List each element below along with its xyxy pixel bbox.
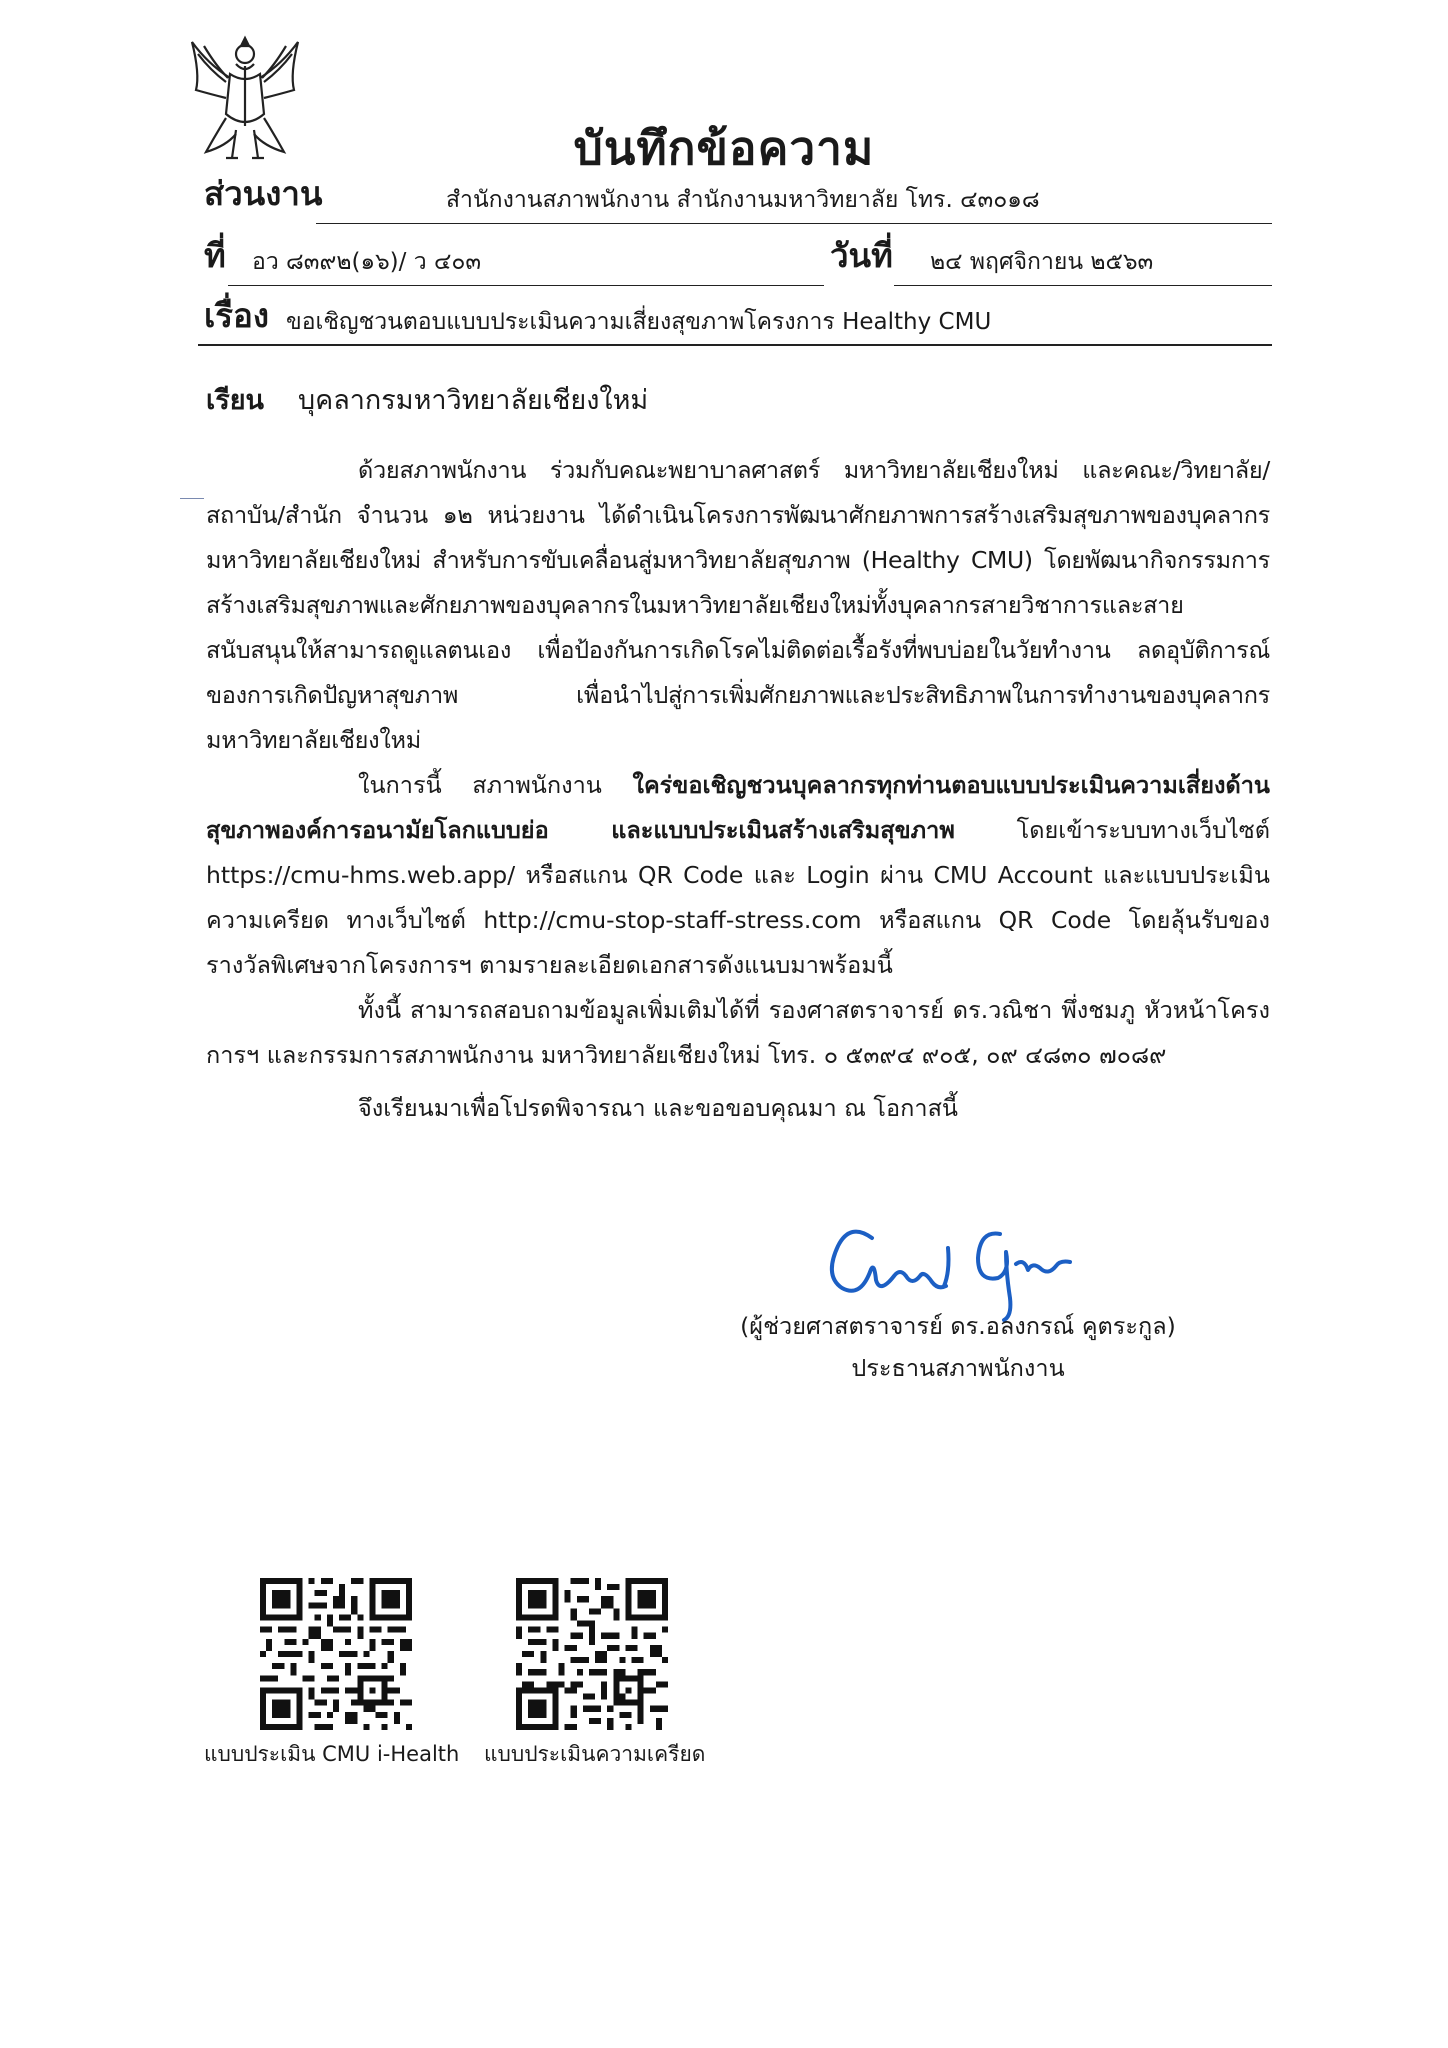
department-value: สำนักงานสภาพนักงาน สำนักงานมหาวิทยาลัย โทร. ๔๓๐๑๘ (446, 187, 1040, 213)
reference-value: อว ๘๓๙๒(๑๖)/ ว ๔๐๓ (252, 249, 482, 275)
subject-value: ขอเชิญชวนตอบแบบประเมินความเสี่ยงสุขภาพโครงการ Healthy CMU (286, 309, 992, 335)
signer-block (718, 1305, 1198, 1389)
memo-body (206, 448, 1270, 1078)
document-title: บันทึกข้อความ (573, 121, 875, 175)
salutation-value: บุคลากรมหาวิทยาลัยเชียงใหม่ (298, 385, 649, 416)
body-paragraph-2 (206, 763, 1270, 988)
reference-underline (228, 285, 824, 286)
qr-code-cmu-ihealth[interactable] (260, 1578, 412, 1730)
margin-mark (180, 498, 204, 499)
closing-line: จึงเรียนมาเพื่อโปรดพิจารณา และขอขอบคุณมา ณ โอกาสนี้ (358, 1094, 958, 1122)
qr-caption-cmu-ihealth: แบบประเมิน CMU i-Health (204, 1742, 460, 1766)
body-paragraph-2-bold: ใคร่ขอเชิญชวนบุคลากรทุกท่านตอบแบบประเมินความเสี่ยงด้านสุขภาพองค์การอนามัยโลกแบบย่อ และแบบประเมินสร้างเสริมสุขภาพ (206, 771, 1270, 844)
subject-underline (198, 344, 1272, 346)
salutation (206, 378, 648, 421)
department-label: ส่วนงาน (204, 174, 323, 213)
body-paragraph-2-rest: โดยเข้าระบบทางเว็บไซต์ https://cmu-hms.web.app/ หรือสแกน QR Code และ Login ผ่าน CMU Account และแบบประเมินความเครียด ทางเว็บไซต์ http://cmu-stop-staff-stress.com หรือสแกน QR Code โดยลุ้นรับของรางวัลพิเศษจากโครงการฯ ตามรายละเอียดเอกสารดังแนบมาพร้อมนี้ (206, 816, 1270, 979)
date-underline (894, 285, 1272, 286)
date-value: ๒๔ พฤศจิกายน ๒๕๖๓ (930, 249, 1154, 275)
subject-label: เรื่อง (204, 296, 269, 335)
department-underline (316, 223, 1272, 224)
date-field (830, 236, 1272, 286)
qr-code-stress[interactable] (516, 1578, 668, 1730)
department-field (204, 174, 1272, 224)
reference-field (204, 236, 824, 286)
salutation-label: เรียน (206, 385, 265, 416)
body-paragraph-2-lead: ในการนี้ สภาพนักงาน (358, 771, 633, 799)
signer-name: (ผู้ช่วยศาสตราจารย์ ดร.อลงกรณ์ คูตระกูล) (740, 1312, 1176, 1340)
signer-position: ประธานสภาพนักงาน (851, 1354, 1065, 1382)
body-paragraph-3: ทั้งนี้ สามารถสอบถามข้อมูลเพิ่มเติมได้ที่ รองศาสตราจารย์ ดร.วณิชา พึ่งชมภู หัวหน้าโครงการฯ และกรรมการสภาพนักงาน มหาวิทยาลัยเชียงใหม่ โทร. ๐ ๕๓๙๔ ๙๐๕, ๐๙ ๔๘๓๐ ๗๐๘๙ (206, 996, 1270, 1069)
date-label: วันที่ (830, 236, 893, 275)
reference-label: ที่ (204, 236, 226, 275)
body-paragraph-1: ด้วยสภาพนักงาน ร่วมกับคณะพยาบาลศาสตร์ มหาวิทยาลัยเชียงใหม่ และคณะ/วิทยาลัย/สถาบัน/สำนัก จำนวน ๑๒ หน่วยงาน ได้ดำเนินโครงการพัฒนาศักยภาพการสร้างเสริมสุขภาพของบุคลากรมหาวิทยาลัยเชียงใหม่ สำหรับการขับเคลื่อนสู่มหาวิทยาลัยสุขภาพ (Healthy CMU) โดยพัฒนากิจกรรมการสร้างเสริมสุขภาพและศักยภาพของบุคลากรในมหาวิทยาลัยเชียงใหม่ทั้งบุคลากรสายวิชาการและสายสนับสนุนให้สามารถดูแลตนเอง เพื่อป้องกันการเกิดโรคไม่ติดต่อเรื้อรังที่พบบ่อยในวัยทำงาน ลดอุบัติการณ์ของการเกิดปัญหาสุขภาพ เพื่อนำไปสู่การเพิ่มศักยภาพและประสิทธิภาพในการทำงานของบุคลากรมหาวิทยาลัยเชียงใหม่ (206, 456, 1270, 754)
qr-caption-stress: แบบประเมินความเครียด (484, 1742, 706, 1766)
subject-field (204, 296, 1272, 346)
